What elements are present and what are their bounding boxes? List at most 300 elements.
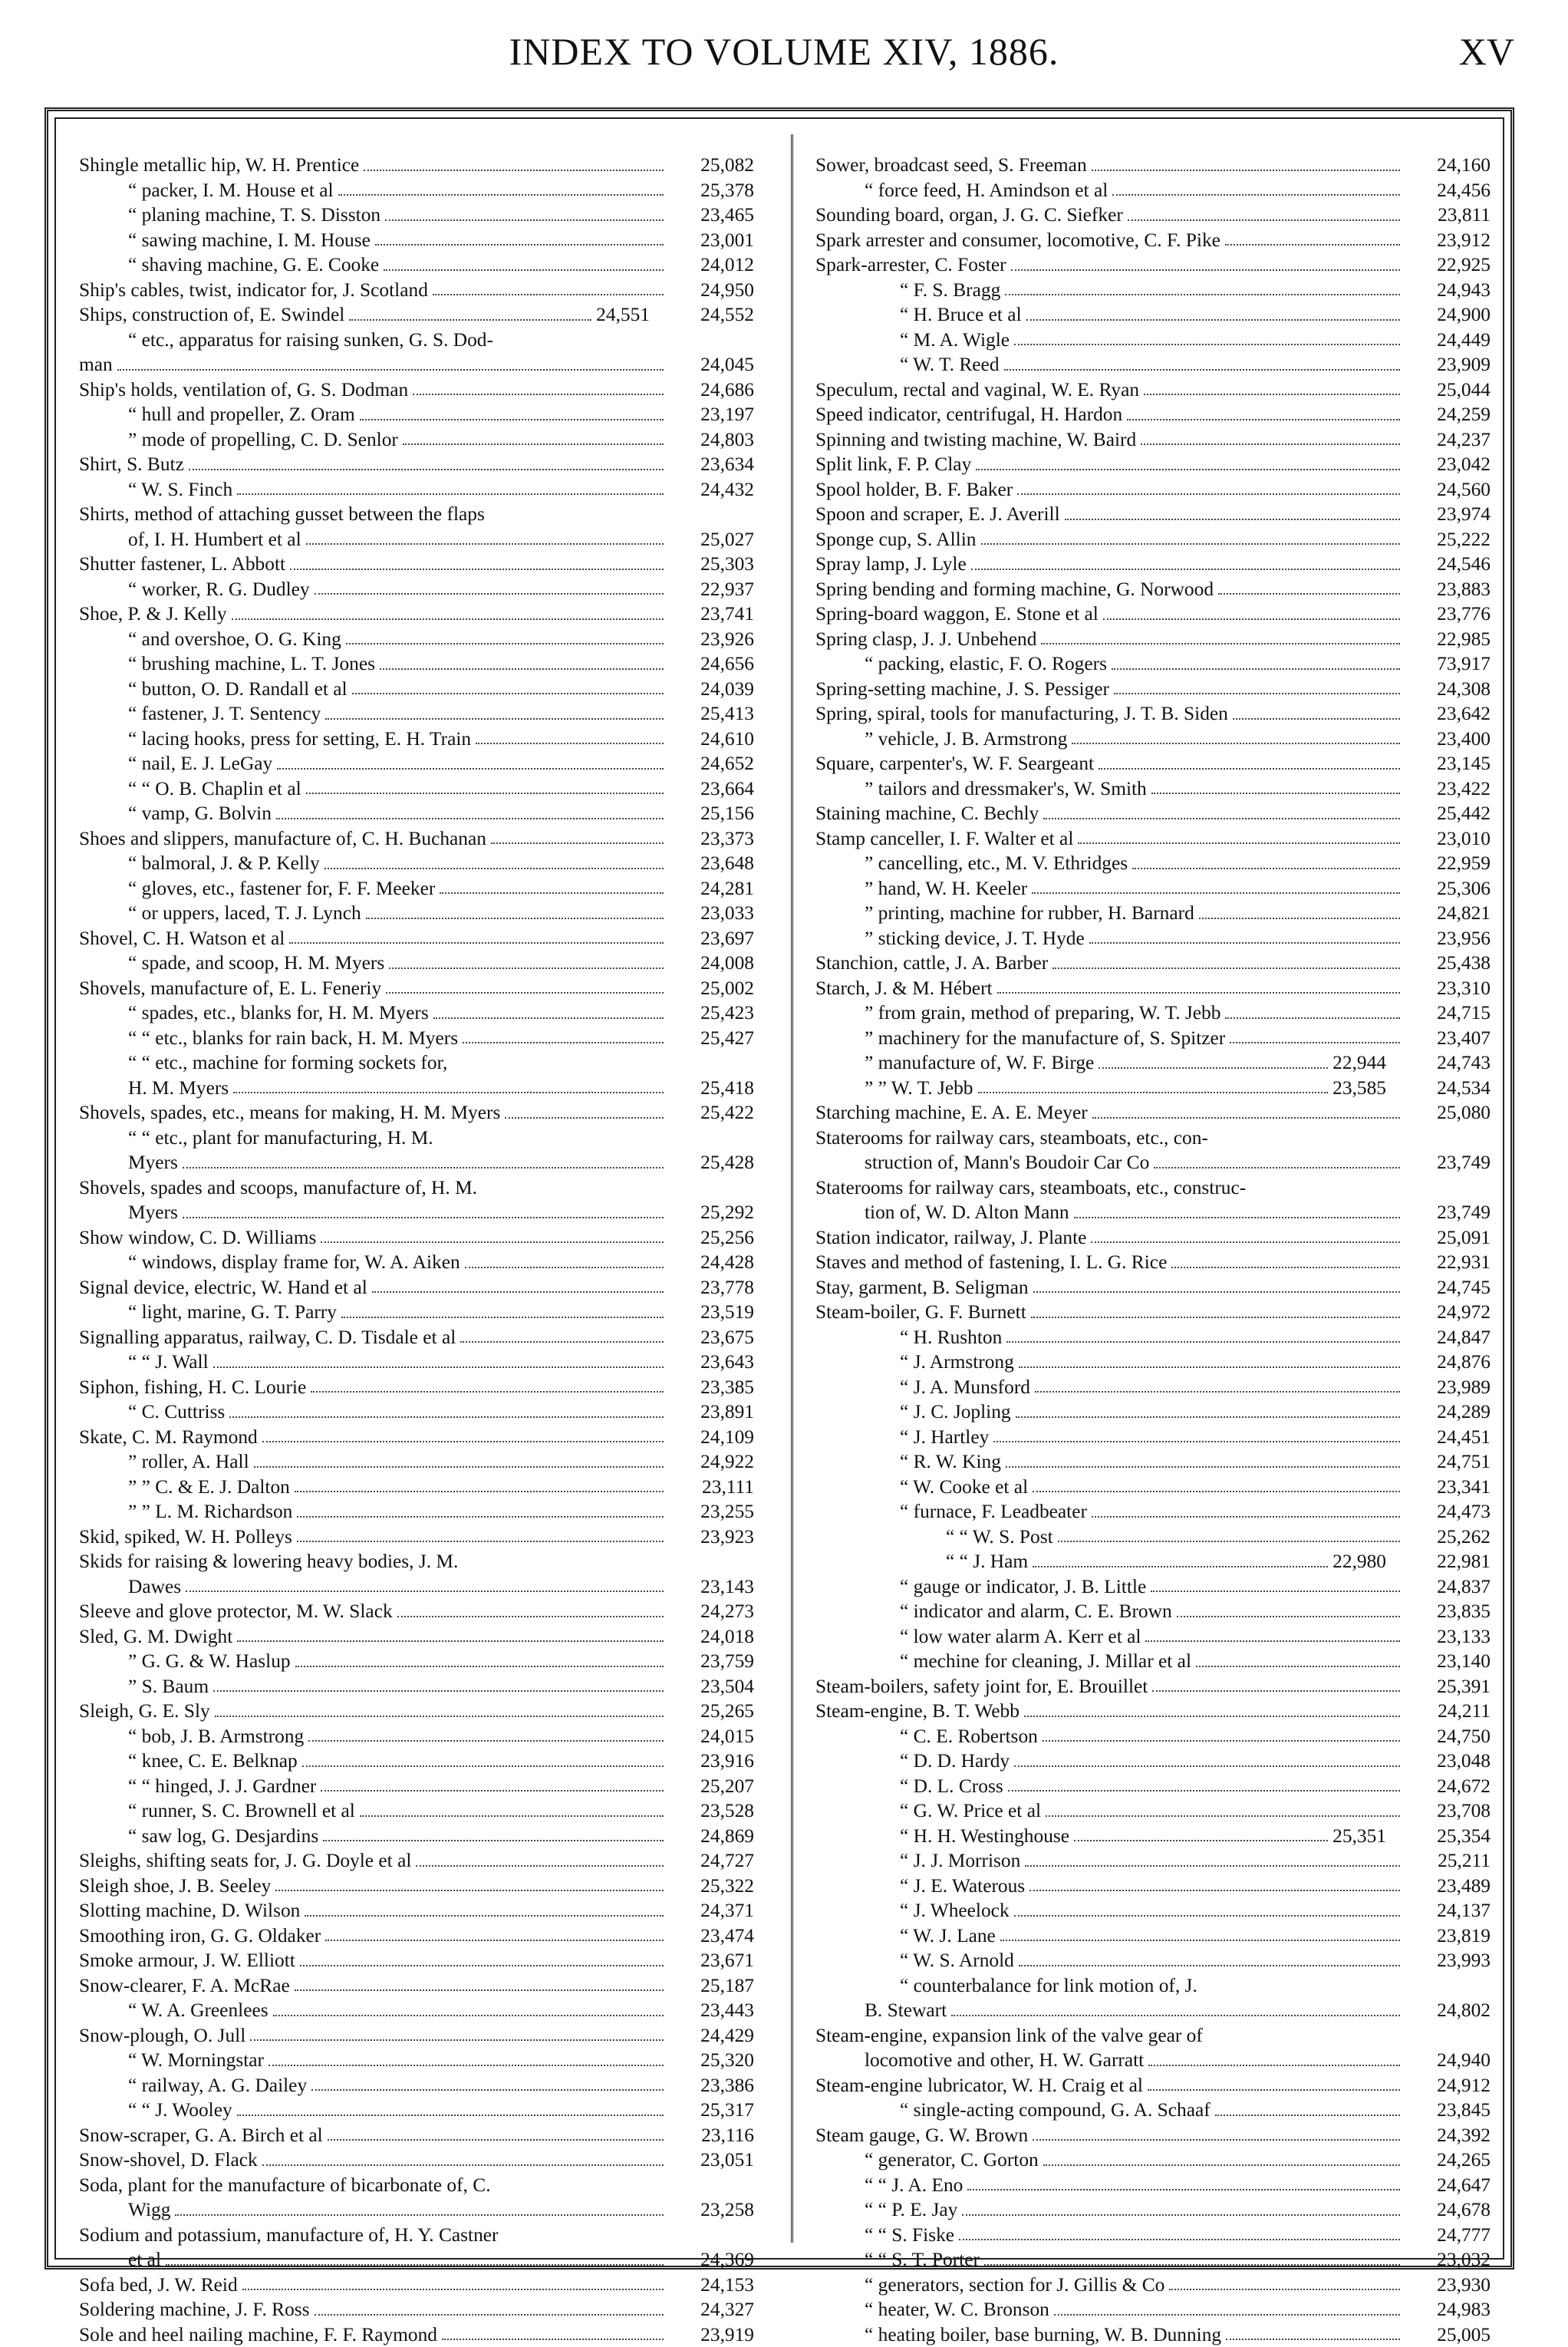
index-entry <box>79 901 754 926</box>
index-entry-number: 23,909 <box>1405 352 1491 377</box>
index-entry <box>79 1275 754 1300</box>
index-entry <box>815 776 1491 802</box>
dot-leader <box>1148 2065 1400 2066</box>
index-entry <box>815 1050 1491 1076</box>
index-entry-text: “ or uppers, laced, T. J. Lynch <box>79 901 361 926</box>
index-entry-text: “ “ etc., plant for manufacturing, H. M. <box>79 1126 433 1151</box>
index-entry <box>815 1150 1491 1175</box>
index-entry-number: 24,803 <box>668 427 754 453</box>
dot-leader <box>276 818 664 819</box>
index-frame-inner <box>54 117 1504 2260</box>
index-entry-number: 24,449 <box>1405 328 1491 353</box>
index-entry <box>79 1300 754 1325</box>
index-entry-text: “ button, O. D. Randall et al <box>79 677 348 702</box>
index-entry-number: 73,917 <box>1405 651 1491 677</box>
index-entry <box>79 1449 754 1475</box>
index-entry-text: “ brushing machine, L. T. Jones <box>79 651 375 677</box>
index-entry <box>815 2148 1491 2173</box>
index-entry <box>79 926 754 951</box>
index-entry <box>815 2273 1491 2298</box>
index-entry-number: 23,465 <box>668 203 754 228</box>
index-entry-text: ” from grain, method of preparing, W. T. Jebb <box>815 1000 1220 1026</box>
index-entry <box>79 1026 754 1051</box>
index-entry-text: “ W. S. Finch <box>79 477 232 503</box>
dot-leader <box>183 1167 664 1169</box>
index-entry-number: 25,187 <box>668 1973 754 1999</box>
dot-leader <box>360 1815 664 1817</box>
index-entry-text: struction of, Mann's Boudoir Car Co <box>815 1150 1149 1175</box>
index-entry-text: “ J. Wheelock <box>815 1898 1010 1923</box>
index-entry-text: “ lacing hooks, press for setting, E. H. Train <box>79 727 471 752</box>
index-entry-number: 25,422 <box>668 1100 754 1126</box>
index-entry-text: “ windows, display frame for, W. A. Aiken <box>79 1250 460 1275</box>
index-entry-text: “ J. E. Waterous <box>815 1874 1025 1899</box>
index-entry <box>815 302 1491 328</box>
dot-leader <box>1141 443 1400 445</box>
index-entry-text: Sofa bed, J. W. Reid <box>79 2273 238 2298</box>
dot-leader <box>175 2214 664 2216</box>
index-entry-text: B. Stewart <box>815 1998 947 2023</box>
index-entry-text: “ fastener, J. T. Sentency <box>79 701 321 727</box>
index-entry <box>79 1824 754 1849</box>
index-entry-number: 25,044 <box>1405 377 1491 403</box>
index-entry-number: 25,082 <box>668 153 754 178</box>
index-entry-number: 24,327 <box>668 2297 754 2322</box>
dot-leader <box>1074 1217 1400 1218</box>
index-entry-number: 23,993 <box>1405 1948 1491 1973</box>
dot-leader <box>1154 1167 1400 1169</box>
index-entry-number: 24,743 <box>1405 1050 1491 1076</box>
index-entry-number: 24,451 <box>1405 1425 1491 1450</box>
dot-leader <box>213 1690 664 1692</box>
index-entry <box>815 1325 1491 1350</box>
index-entry-text: Sower, broadcast seed, S. Freeman <box>815 153 1087 178</box>
index-entry <box>79 1325 754 1350</box>
index-entry-text: ” manufacture of, W. F. Birge <box>815 1050 1094 1076</box>
page-number: XV <box>1459 29 1514 74</box>
index-entry-text: “ planing machine, T. S. Disston <box>79 203 380 228</box>
dot-leader <box>1046 1815 1400 1817</box>
index-entry-number: 25,027 <box>668 527 754 552</box>
index-entry <box>815 1724 1491 1749</box>
index-entry <box>79 602 754 627</box>
index-entry-number: 25,427 <box>668 1026 754 1051</box>
index-entry <box>79 1175 754 1201</box>
dot-leader <box>262 1441 664 1442</box>
index-entry <box>79 1225 754 1251</box>
index-entry-text: “ packing, elastic, F. O. Rogers <box>815 651 1107 677</box>
dot-leader <box>295 1491 664 1492</box>
index-entry <box>815 2173 1491 2198</box>
index-entry-text: Spray lamp, J. Lyle <box>815 552 967 577</box>
index-entry <box>815 252 1491 278</box>
index-entry-text: ” ” C. & E. J. Dalton <box>79 1475 290 1500</box>
index-entry-text: Staves and method of fastening, I. L. G. Rice <box>815 1250 1167 1275</box>
index-entry-text: Shirt, S. Butz <box>79 452 184 477</box>
dot-leader <box>308 1740 664 1742</box>
index-entry-text: Soldering machine, J. F. Ross <box>79 2297 310 2322</box>
dot-leader <box>1031 1317 1400 1318</box>
index-entry-number: 23,051 <box>668 2148 754 2173</box>
index-entry <box>815 1300 1491 1325</box>
index-entry <box>815 2223 1491 2248</box>
dot-leader <box>1019 1965 1400 1966</box>
dot-leader <box>1196 1666 1400 1667</box>
index-entry-text: “ “ J. Wooley <box>79 2098 232 2123</box>
index-entry-number: 24,153 <box>668 2273 754 2298</box>
index-entry-number: 24,008 <box>668 951 754 976</box>
index-entry-text: “ knee, C. E. Belknap <box>79 1749 298 1774</box>
index-entry-number: 24,015 <box>668 1724 754 1749</box>
index-entry-text: ” roller, A. Hall <box>79 1449 249 1475</box>
dot-leader <box>325 718 664 720</box>
index-entry-text: Starch, J. & M. Hébert <box>815 976 993 1001</box>
index-entry <box>79 1749 754 1774</box>
index-entry-text: “ W. S. Arnold <box>815 1948 1014 1973</box>
dot-leader <box>1043 2164 1400 2166</box>
index-entry-text: Spring-setting machine, J. S. Pessiger <box>815 677 1109 702</box>
index-entry <box>79 1624 754 1650</box>
dot-leader <box>1014 344 1400 345</box>
index-entry-number: 25,438 <box>1405 951 1491 976</box>
index-entry-text: Dawes <box>79 1574 181 1600</box>
index-entry-number: 24,715 <box>1405 1000 1491 1026</box>
index-entry-number: 23,443 <box>668 1998 754 2023</box>
index-entry-text: “ shaving machine, G. E. Cooke <box>79 252 379 278</box>
dot-leader <box>463 1042 664 1043</box>
index-entry-number: 25,317 <box>668 2098 754 2123</box>
index-entry-text: “ gauge or indicator, J. B. Little <box>815 1574 1146 1600</box>
index-entry-text: “ H. Rushton <box>815 1325 1002 1350</box>
dot-leader <box>237 493 664 495</box>
index-entry-text: “ F. S. Bragg <box>815 278 1000 303</box>
index-entry-text: “ C. E. Robertson <box>815 1724 1038 1749</box>
index-entry <box>79 2223 754 2248</box>
index-entry-number: 24,821 <box>1405 901 1491 926</box>
index-entry-text: “ bob, J. B. Armstrong <box>79 1724 304 1749</box>
index-entry-text: ” sticking device, J. T. Hyde <box>815 926 1085 951</box>
index-entry-number: 24,656 <box>668 651 754 677</box>
dot-leader <box>971 569 1400 570</box>
index-entry-number: 24,777 <box>1405 2223 1491 2248</box>
index-entry-number: 23,197 <box>668 402 754 427</box>
dot-leader <box>1128 219 1400 221</box>
index-entry-text: Skids for raising & lowering heavy bodies, J. M. <box>79 1549 458 1574</box>
index-entry-text: Steam-boiler, G. F. Burnett <box>815 1300 1026 1325</box>
index-entry <box>815 153 1491 178</box>
index-entry-text: Sleeve and glove protector, M. W. Slack <box>79 1599 393 1624</box>
index-entry-number: 24,900 <box>1405 302 1491 328</box>
index-entry-text: Staterooms for railway cars, steamboats, etc., construc- <box>815 1175 1246 1201</box>
index-entry-number: 23,912 <box>1405 228 1491 253</box>
index-entry <box>79 1050 754 1076</box>
index-entry <box>79 527 754 552</box>
index-entry-text: “ spade, and scoop, H. M. Myers <box>79 951 384 976</box>
index-entry-number: 24,876 <box>1405 1350 1491 1375</box>
dot-leader <box>962 2214 1400 2216</box>
index-entry-number: 23,819 <box>1405 1923 1491 1949</box>
dot-leader <box>346 643 664 644</box>
index-entry-number: 24,610 <box>668 727 754 752</box>
index-entry-text: Spark arrester and consumer, locomotive, C. F. Pike <box>815 228 1220 253</box>
index-entry-number: 24,281 <box>668 876 754 902</box>
index-entry <box>815 402 1491 427</box>
dot-leader <box>984 2264 1400 2266</box>
dot-leader <box>433 294 664 295</box>
page-header <box>0 29 1568 72</box>
index-entry-text: Snow-scraper, G. A. Birch et al <box>79 2123 323 2148</box>
dot-leader <box>117 369 664 371</box>
index-entry-number: 24,847 <box>1405 1325 1491 1350</box>
dot-leader <box>321 1241 664 1243</box>
dot-leader <box>1024 1716 1400 1717</box>
index-entry <box>815 801 1491 826</box>
index-entry-number: 23,143 <box>668 1574 754 1600</box>
index-entry-number: 25,091 <box>1405 1225 1491 1251</box>
index-entry <box>79 252 754 278</box>
index-entry-text: “ worker, R. G. Dudley <box>79 577 310 602</box>
index-entry-number: 23,310 <box>1405 976 1491 1001</box>
dot-leader <box>349 319 591 321</box>
index-entry-alt-number: 23,585 <box>1332 1076 1386 1101</box>
dot-leader <box>213 1366 664 1368</box>
index-entry-text: Sole and heel nailing machine, F. F. Raymond <box>79 2322 437 2347</box>
index-entry-text: Stamp canceller, I. F. Walter et al <box>815 826 1073 852</box>
index-entry <box>79 1599 754 1624</box>
index-entry-text: Wigg <box>79 2197 170 2223</box>
dot-leader <box>324 868 664 869</box>
index-entry <box>815 2073 1491 2098</box>
index-entry-number: 23,116 <box>668 2123 754 2148</box>
index-entry-alt-number: 25,351 <box>1332 1824 1386 1849</box>
index-entry <box>79 627 754 652</box>
index-entry <box>79 1848 754 1874</box>
dot-leader <box>315 2314 664 2316</box>
dot-leader <box>384 269 664 271</box>
index-entry-number: 23,504 <box>668 1674 754 1699</box>
dot-leader <box>338 194 664 196</box>
dot-leader <box>976 469 1400 470</box>
index-entry-number: 24,137 <box>1405 1898 1491 1923</box>
index-entry-number: 24,546 <box>1405 552 1491 577</box>
index-entry <box>79 302 754 328</box>
index-entry-text: ” hand, W. H. Keeler <box>815 876 1027 902</box>
index-entry-text: Snow-plough, O. Jull <box>79 2023 245 2049</box>
dot-leader <box>386 992 664 994</box>
index-entry-text: Spring-board waggon, E. Stone et al <box>815 602 1099 627</box>
index-entry-text: ” S. Baum <box>79 1674 209 1699</box>
index-entry-number: 23,422 <box>1405 776 1491 802</box>
index-entry-number: 23,989 <box>1405 1375 1491 1400</box>
index-entry-text: Sponge cup, S. Allin <box>815 527 977 552</box>
index-entry-number: 24,259 <box>1405 402 1491 427</box>
dot-leader <box>1004 369 1400 371</box>
index-entry-number: 23,407 <box>1405 1026 1491 1051</box>
index-entry-text: “ spades, etc., blanks for, H. M. Myers <box>79 1000 429 1026</box>
index-entry-text: “ heater, W. C. Bronson <box>815 2297 1049 2322</box>
index-column-left <box>79 153 754 2347</box>
dot-leader <box>341 1317 664 1318</box>
index-entry-text: Myers <box>79 1200 178 1225</box>
index-entry-number: 24,686 <box>668 377 754 403</box>
index-entry <box>79 452 754 477</box>
dot-leader <box>183 1217 664 1218</box>
index-entry-text: Shingle metallic hip, W. H. Prentice <box>79 153 359 178</box>
dot-leader <box>1233 718 1400 720</box>
index-entry <box>815 1200 1491 1225</box>
index-entry-number: 23,845 <box>1405 2098 1491 2123</box>
index-entry <box>815 278 1491 303</box>
dot-leader <box>325 1940 664 1941</box>
index-entry-number: 25,418 <box>668 1076 754 1101</box>
index-entry-text: Staining machine, C. Bechly <box>815 801 1039 826</box>
index-entry-text: “ “ J. A. Eno <box>815 2173 963 2198</box>
index-entry <box>815 926 1491 951</box>
index-entry-number: 23,032 <box>1405 2247 1491 2273</box>
index-entry-text: “ single-acting compound, G. A. Schaaf <box>815 2098 1211 2123</box>
index-entry <box>79 1000 754 1026</box>
index-entry-text: “ counterbalance for link motion of, J. <box>815 1973 1197 1999</box>
index-entry-text: Snow-clearer, F. A. McRae <box>79 1973 290 1999</box>
index-entry-text: Shovels, spades, etc., means for making, H. M. Myers <box>79 1100 500 1126</box>
index-entry-number: 23,385 <box>668 1375 754 1400</box>
index-entry-text: Steam-engine, expansion link of the valve gear of <box>815 2023 1203 2049</box>
index-entry-text: Sleighs, shifting seats for, J. G. Doyle et al <box>79 1848 411 1874</box>
index-entry-alt-number: 22,980 <box>1332 1549 1386 1574</box>
index-entry-text: Spark-arrester, C. Foster <box>815 252 1006 278</box>
index-entry-number: 23,891 <box>668 1399 754 1425</box>
index-entry-text: ” machinery for the manufacture of, S. Spitzer <box>815 1026 1225 1051</box>
index-entry-text: Shirts, method of attaching gusset between the flaps <box>79 502 485 527</box>
index-entry <box>79 2197 754 2223</box>
index-entry <box>815 826 1491 852</box>
index-entry-number: 25,303 <box>668 552 754 577</box>
dot-leader <box>1226 2339 1400 2340</box>
index-entry <box>815 1649 1491 1674</box>
index-entry-number: 23,341 <box>1405 1475 1491 1500</box>
dot-leader <box>189 469 664 470</box>
dot-leader <box>1032 892 1400 894</box>
index-entry-number: 23,671 <box>668 1948 754 1973</box>
index-entry-text: “ R. W. King <box>815 1449 1001 1475</box>
index-entry <box>79 1525 754 1550</box>
index-entry-number: 24,727 <box>668 1848 754 1874</box>
index-entry-alt-number: 22,944 <box>1332 1050 1386 1076</box>
index-entry-number: 24,160 <box>1405 153 1491 178</box>
index-entry <box>815 502 1491 527</box>
index-entry-text: Staterooms for railway cars, steamboats, etc., con- <box>815 1126 1208 1151</box>
index-entry <box>815 602 1491 627</box>
index-entry-text: ” tailors and dressmaker's, W. Smith <box>815 776 1147 802</box>
index-entry-text: Stanchion, cattle, J. A. Barber <box>815 951 1048 976</box>
index-entry <box>79 701 754 727</box>
index-entry-text: “ M. A. Wigle <box>815 328 1010 353</box>
dot-leader <box>1025 1865 1400 1867</box>
index-entry <box>815 527 1491 552</box>
dot-leader <box>460 1341 664 1343</box>
index-entry <box>815 577 1491 602</box>
dot-leader <box>273 2015 664 2016</box>
index-entry-text: Steam-engine, B. T. Webb <box>815 1699 1020 1724</box>
index-entry <box>815 1973 1491 1999</box>
dot-leader <box>416 1865 664 1867</box>
dot-leader <box>1092 170 1400 171</box>
index-entry <box>815 1874 1491 1899</box>
index-entry-number: 24,751 <box>1405 1449 1491 1475</box>
dot-leader <box>321 1790 664 1792</box>
dot-leader <box>403 443 664 445</box>
index-entry-number: 23,145 <box>1405 751 1491 776</box>
index-entry-number: 23,133 <box>1405 1624 1491 1650</box>
index-entry <box>815 751 1491 776</box>
index-entry-text: “ balmoral, J. & P. Kelly <box>79 851 320 876</box>
index-entry-text: Sodium and potassium, manufacture of, H. Y. Castner <box>79 2223 499 2248</box>
index-entry-number: 23,919 <box>668 2322 754 2347</box>
index-entry-number: 24,237 <box>1405 427 1491 453</box>
dot-leader <box>1199 918 1400 919</box>
index-entry-number: 23,811 <box>1405 203 1491 228</box>
dot-leader <box>1225 1017 1400 1019</box>
index-entry-text: “ nail, E. J. LeGay <box>79 751 272 776</box>
index-entry-number: 23,140 <box>1405 1649 1491 1674</box>
dot-leader <box>315 593 664 595</box>
index-entry-number: 23,883 <box>1405 577 1491 602</box>
index-entry-text: Steam gauge, G. W. Brown <box>815 2123 1028 2148</box>
index-entry <box>815 1898 1491 1923</box>
index-entry <box>79 1150 754 1175</box>
index-entry-number: 23,258 <box>668 2197 754 2223</box>
index-entry <box>815 1475 1491 1500</box>
index-entry-text: ” mode of propelling, C. D. Senlor <box>79 427 398 453</box>
dot-leader <box>385 219 664 221</box>
index-entry-text: Smoke armour, J. W. Elliott <box>79 1948 295 1973</box>
dot-leader <box>1148 2089 1400 2091</box>
index-entry <box>815 1399 1491 1425</box>
index-entry-number: 23,042 <box>1405 452 1491 477</box>
dot-leader <box>1218 593 1400 595</box>
index-entry <box>79 2048 754 2073</box>
index-entry <box>815 1749 1491 1774</box>
index-entry-number: 25,320 <box>668 2048 754 2073</box>
index-entry <box>815 1774 1491 1799</box>
dot-leader <box>959 2239 1400 2240</box>
dot-leader <box>352 693 664 694</box>
index-entry <box>815 876 1491 902</box>
index-entry <box>815 1674 1491 1699</box>
index-entry <box>79 1250 754 1275</box>
index-entry-text: “ railway, A. G. Dailey <box>79 2073 307 2098</box>
index-entry-number: 23,474 <box>668 1923 754 1949</box>
index-entry <box>79 1724 754 1749</box>
index-entry <box>815 1525 1491 1550</box>
index-entry-number: 24,912 <box>1405 2073 1491 2098</box>
index-entry-number: 22,981 <box>1405 1549 1491 1574</box>
index-entry-number: 23,759 <box>668 1649 754 1674</box>
dot-leader <box>433 1017 664 1019</box>
dot-leader <box>242 2289 664 2290</box>
index-entry <box>79 552 754 577</box>
index-entry <box>79 1874 754 1899</box>
dot-leader <box>1043 818 1400 819</box>
index-entry-text: et al <box>79 2247 161 2273</box>
index-entry <box>79 1126 754 1151</box>
index-entry-number: 25,306 <box>1405 876 1491 902</box>
index-entry-text: H. M. Myers <box>79 1076 229 1101</box>
index-entry-text: Sounding board, organ, J. G. C. Siefker <box>815 203 1123 228</box>
index-entry-number: 25,005 <box>1405 2322 1491 2347</box>
index-entry <box>815 627 1491 652</box>
index-entry-number: 23,708 <box>1405 1798 1491 1824</box>
